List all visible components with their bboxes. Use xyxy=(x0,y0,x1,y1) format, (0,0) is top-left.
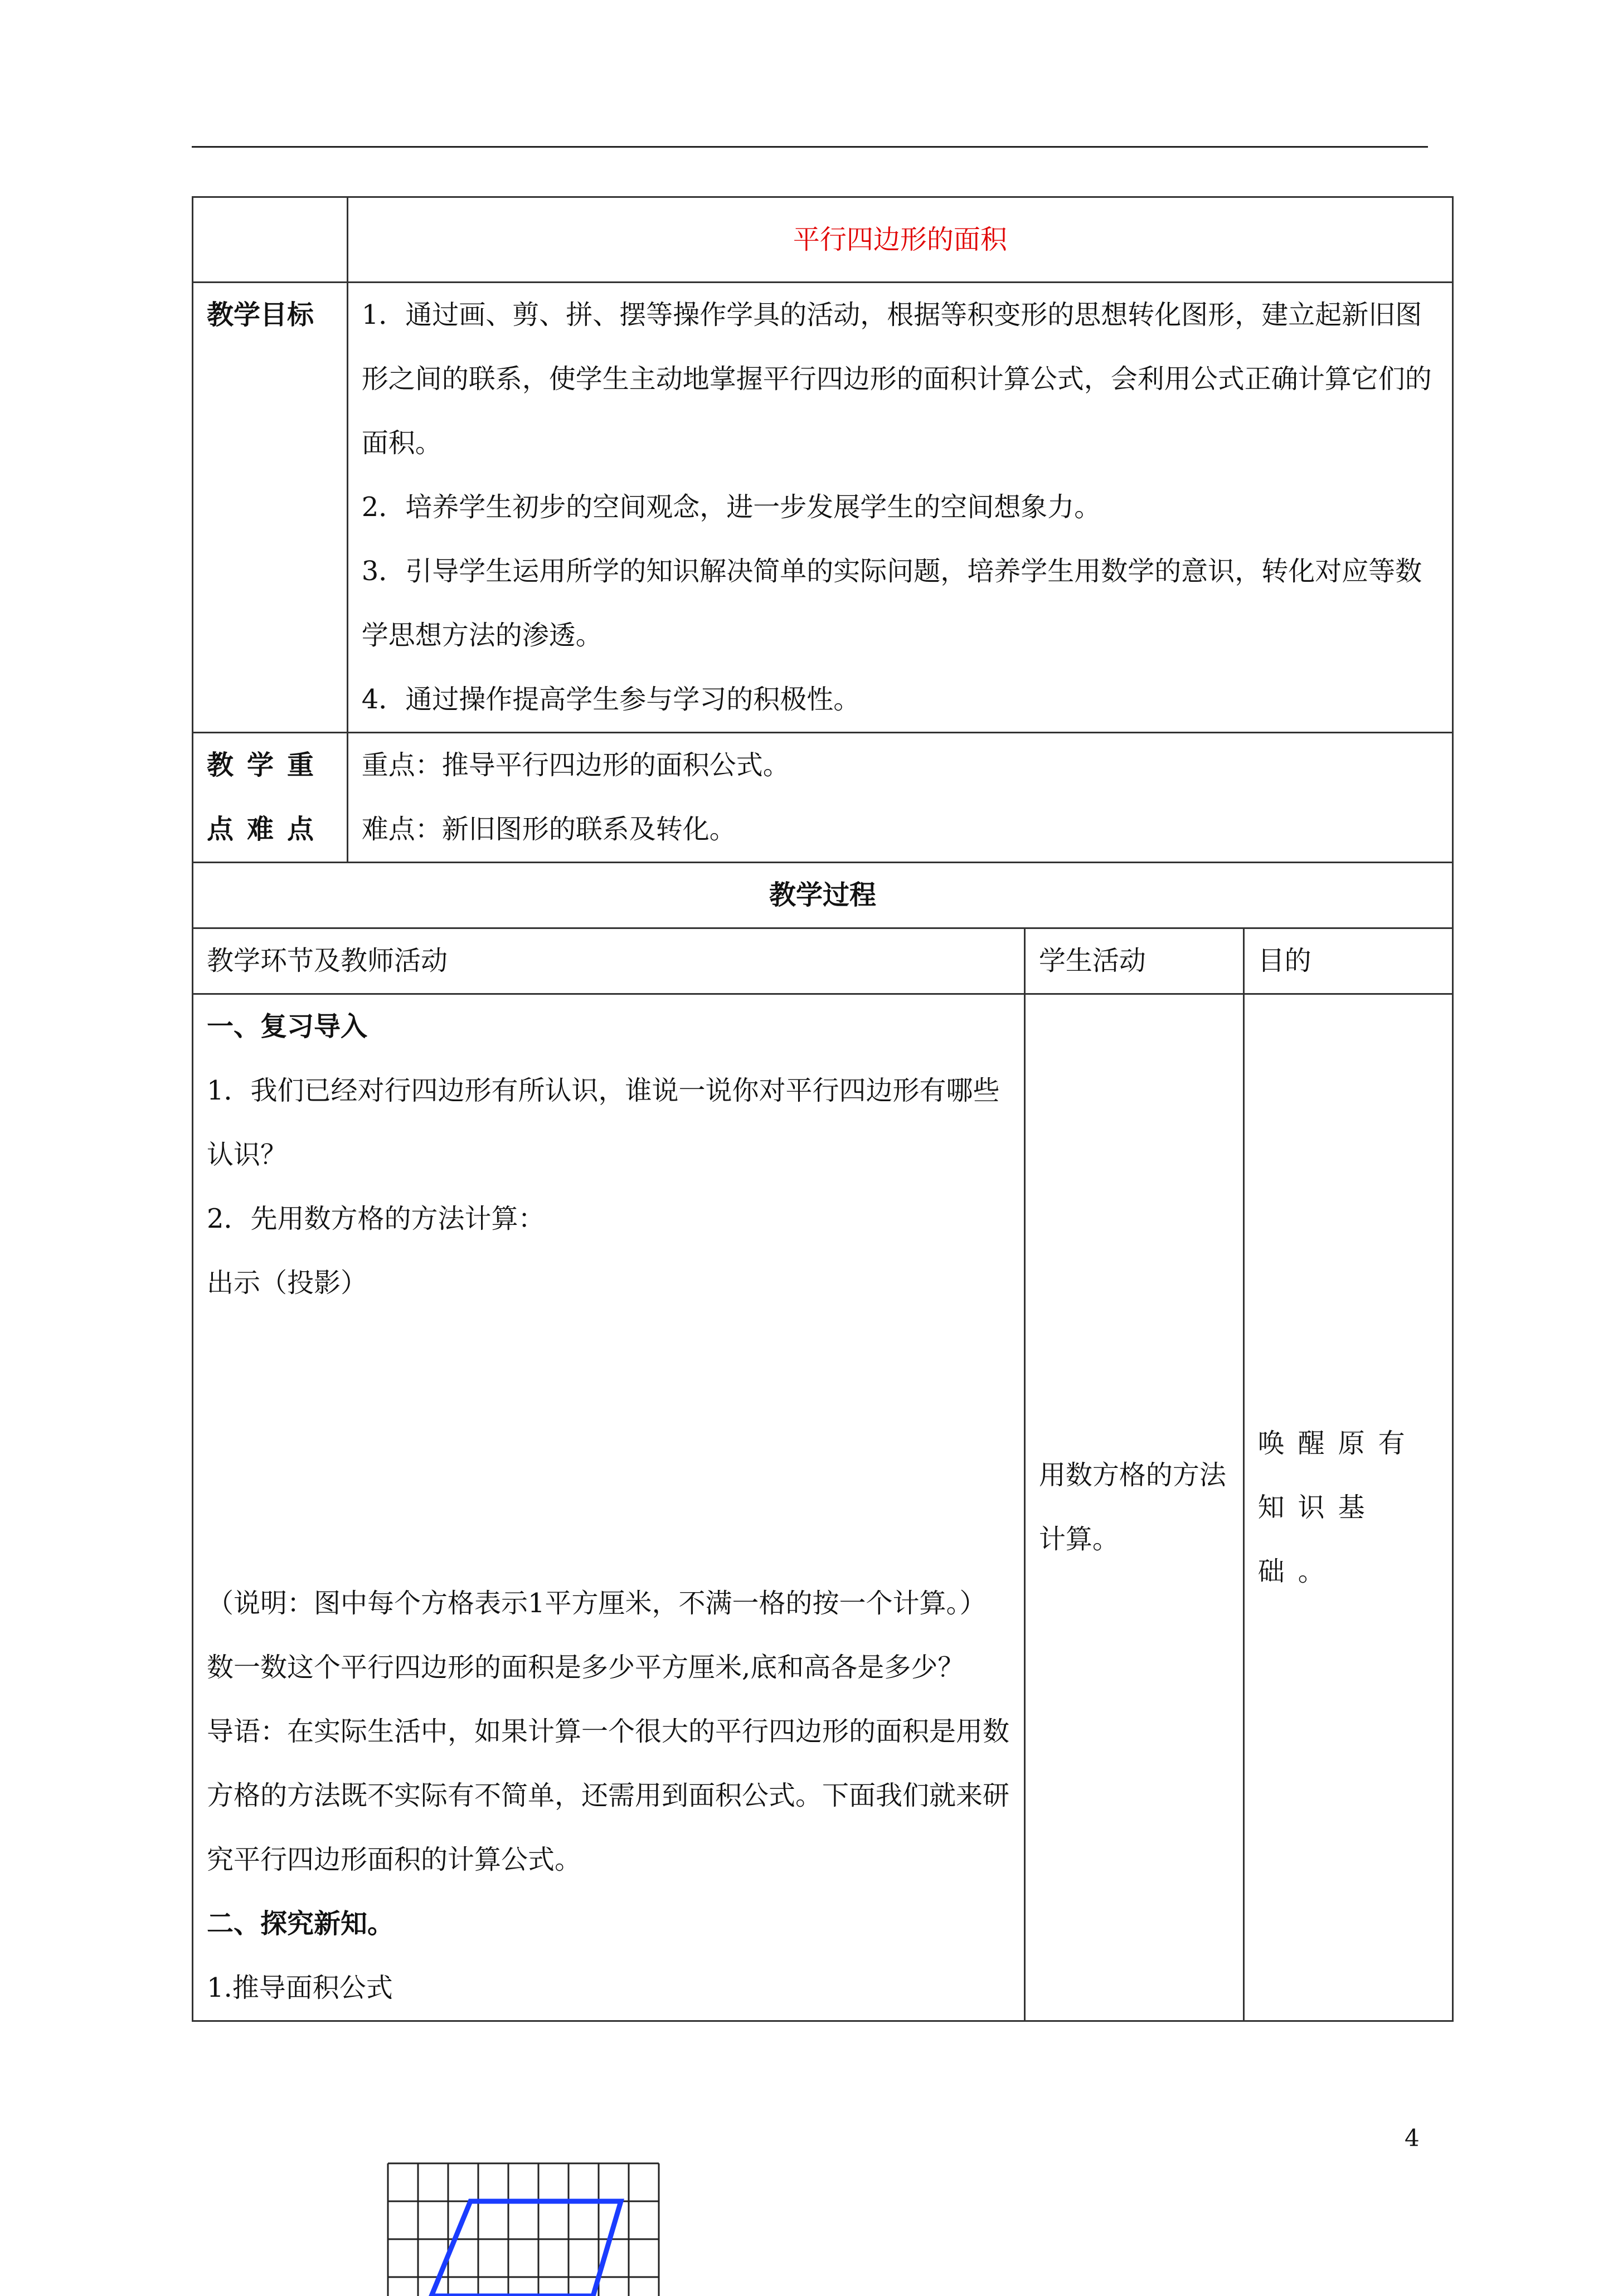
header-rule xyxy=(192,146,1428,148)
projection-note: 出示（投影） xyxy=(207,1267,368,1298)
figure-placeholder xyxy=(207,1315,1010,1572)
keypoint-text: 重点：推导平行四边形的面积公式。 xyxy=(361,750,790,781)
student-activity-text: 用数方格的方法计算。 xyxy=(1038,1460,1226,1555)
column-teacher: 教学环节及教师活动 xyxy=(193,928,1025,994)
goal-item: 1．通过画、剪、拼、摆等操作学具的活动，根据等积变形的思想转化图形，建立起新旧图形之间的联系，使学生主动地掌握平行四边形的面积计算公式，会利用公式正确计算它们的面积。 xyxy=(361,299,1432,459)
grid-explanation: （说明：图中每个方格表示1平方厘米，不满一格的按一个计算。） xyxy=(207,1588,987,1619)
intro-text: 导语：在实际生活中，如果计算一个很大的平行四边形的面积是用数方格的方法既不实际有不简单，还需用到面积公式。下面我们就来研究平行四边形面积的计算公式。 xyxy=(207,1716,1010,1875)
title-row xyxy=(193,197,1453,283)
title-empty-cell xyxy=(193,197,348,283)
goals-label: 教学目标 xyxy=(193,283,348,733)
purpose-text: 唤醒原有知识基础。 xyxy=(1257,1427,1418,1587)
goal-item: 3．引导学生运用所学的知识解决简单的实际问题，培养学生用数学的意识，转化对应等数学思想方法的渗透。 xyxy=(361,556,1422,651)
section1-heading: 一、复习导入 xyxy=(207,1011,368,1042)
count-question: 数一数这个平行四边形的面积是多少平方厘米,底和高各是多少？ xyxy=(207,1652,965,1683)
derive-formula: 1.推导面积公式 xyxy=(207,1972,393,2003)
goal-item: 2．培养学生初步的空间观念，进一步发展学生的空间想象力。 xyxy=(361,492,1101,523)
section2-heading: 二、探究新知。 xyxy=(207,1908,395,1939)
process-header: 教学过程 xyxy=(193,863,1453,928)
process-content-row xyxy=(193,994,1453,2021)
grid-lines xyxy=(388,2163,659,2296)
student-activity-cell xyxy=(1024,994,1243,2021)
page-number: 4 xyxy=(1405,2124,1420,2152)
parallelogram-shape xyxy=(431,2201,621,2296)
difficulty-text: 难点：新旧图形的联系及转化。 xyxy=(361,814,736,845)
goals-row xyxy=(193,283,1453,733)
column-student: 学生活动 xyxy=(1024,928,1243,994)
review-question: 1．我们已经对行四边形有所认识，谁说一说你对平行四边形有哪些认识？ xyxy=(207,1075,1000,1170)
keypoints-row xyxy=(193,733,1453,863)
parallelogram-grid-figure xyxy=(387,2162,660,2296)
purpose-cell xyxy=(1243,994,1452,2021)
lesson-title: 平行四边形的面积 xyxy=(347,197,1452,283)
keypoints-content xyxy=(347,733,1452,863)
column-purpose: 目的 xyxy=(1243,928,1452,994)
teacher-activity-cell xyxy=(193,994,1025,2021)
lesson-plan-table xyxy=(192,196,1454,2022)
column-header-row xyxy=(193,928,1453,994)
goals-content xyxy=(347,283,1452,733)
process-header-row xyxy=(193,863,1453,928)
keypoints-label: 教学重点难点 xyxy=(193,733,348,863)
goal-item: 4．通过操作提高学生参与学习的积极性。 xyxy=(361,684,861,715)
grid-count-instruction: 2．先用数方格的方法计算： xyxy=(207,1203,545,1234)
